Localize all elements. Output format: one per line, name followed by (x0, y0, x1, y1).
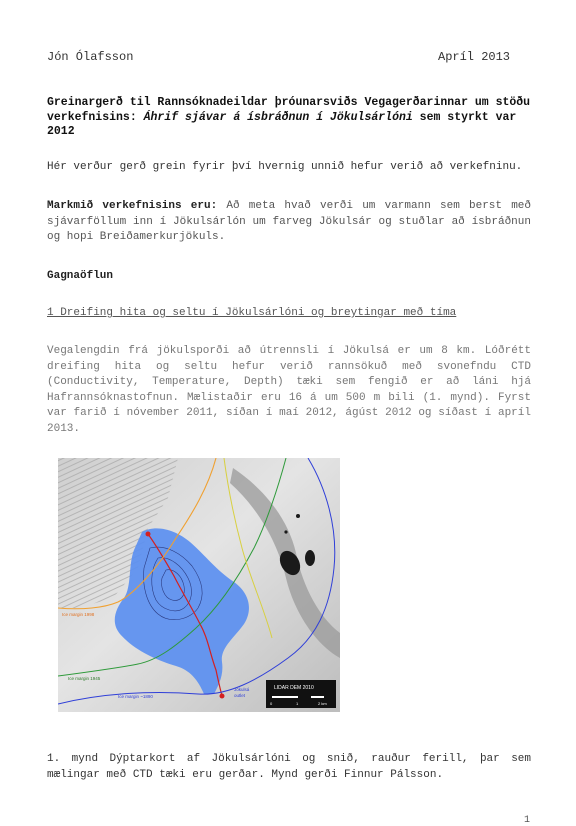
figure-caption: 1. mynd Dýptarkort af Jökulsárlóni og snið, rauður ferill, þar sem mælingar með CTD tæki eru gerðar. Mynd gerði Finnur Pálsson. (47, 753, 531, 781)
ice-margin-label: Ice margin 1945 (68, 676, 101, 681)
report-title (47, 96, 537, 140)
title-italic: Áhrif sjávar á ísbráðnun í Jökulsárlóni (143, 110, 413, 124)
station-marker (146, 532, 151, 537)
scale-bar-segment (298, 696, 311, 698)
scale-label: 2 km (318, 701, 327, 706)
small-lake (305, 550, 315, 566)
scale-label: 1 (296, 701, 299, 706)
lagoon-depth-map-figure (58, 458, 340, 712)
goal-text: Að meta hvað verði um varmann sem berst með sjávarföllum inn í Jökulsárlón um farveg Jökulsár og stuðlar að ísbráðnun og hopi Breiðamerkurjökuls. (47, 200, 531, 243)
intro-paragraph: Hér verður gerð grein fyrir því hvernig unnið hefur verið að verkefninu. (47, 161, 523, 173)
subsection-heading: 1 Dreifing hita og seltu í Jökulsárlóni og breytingar með tíma (47, 307, 457, 319)
body-paragraph: Vegalengdin frá jökulsporði að útrennsli í Jökulsá er um 8 km. Lóðrétt dreifing hita og seltu hefur verið rannsökuð með svonefndu CTD (Conductivity, Temperature, Depth) tæki sem fengið er að láni hjá Hafrannsóknastofnun. Mælistaðir eru 16 á um 500 m bili (1. mynd). Fyrst var farið í nóvember 2011, síðan í maí 2012, ágúst 2012 og síðast í apríl 2013. (47, 345, 531, 435)
small-lake (284, 530, 287, 533)
outlet-label: outlet (234, 693, 246, 698)
goal-label: Markmið verkefnisins eru: (47, 200, 218, 212)
title-main: Greinargerð til Rannsóknadeildar þróunarsviðs Vegagerðarinnar um stöðu verkefnisins: (47, 96, 531, 124)
small-lake (296, 514, 300, 518)
section-heading: Gagnaöflun (47, 270, 114, 282)
page-number: 1 (524, 815, 531, 826)
ice-margin-label: Ice margin 1998 (62, 612, 95, 617)
title-tail: sem styrkt var 2012 (47, 110, 517, 138)
map-legend-title: LIDAR DEM 2010 (274, 685, 314, 691)
author-name: Jón Ólafsson (47, 50, 134, 64)
station-marker (220, 694, 225, 699)
goal-paragraph (47, 199, 531, 246)
ice-margin-label: Ice margin ~1890 (118, 694, 153, 699)
outlet-label: Jökulsá (234, 687, 250, 692)
scale-label: 0 (270, 701, 273, 706)
report-date: Apríl 2013 (438, 50, 511, 64)
